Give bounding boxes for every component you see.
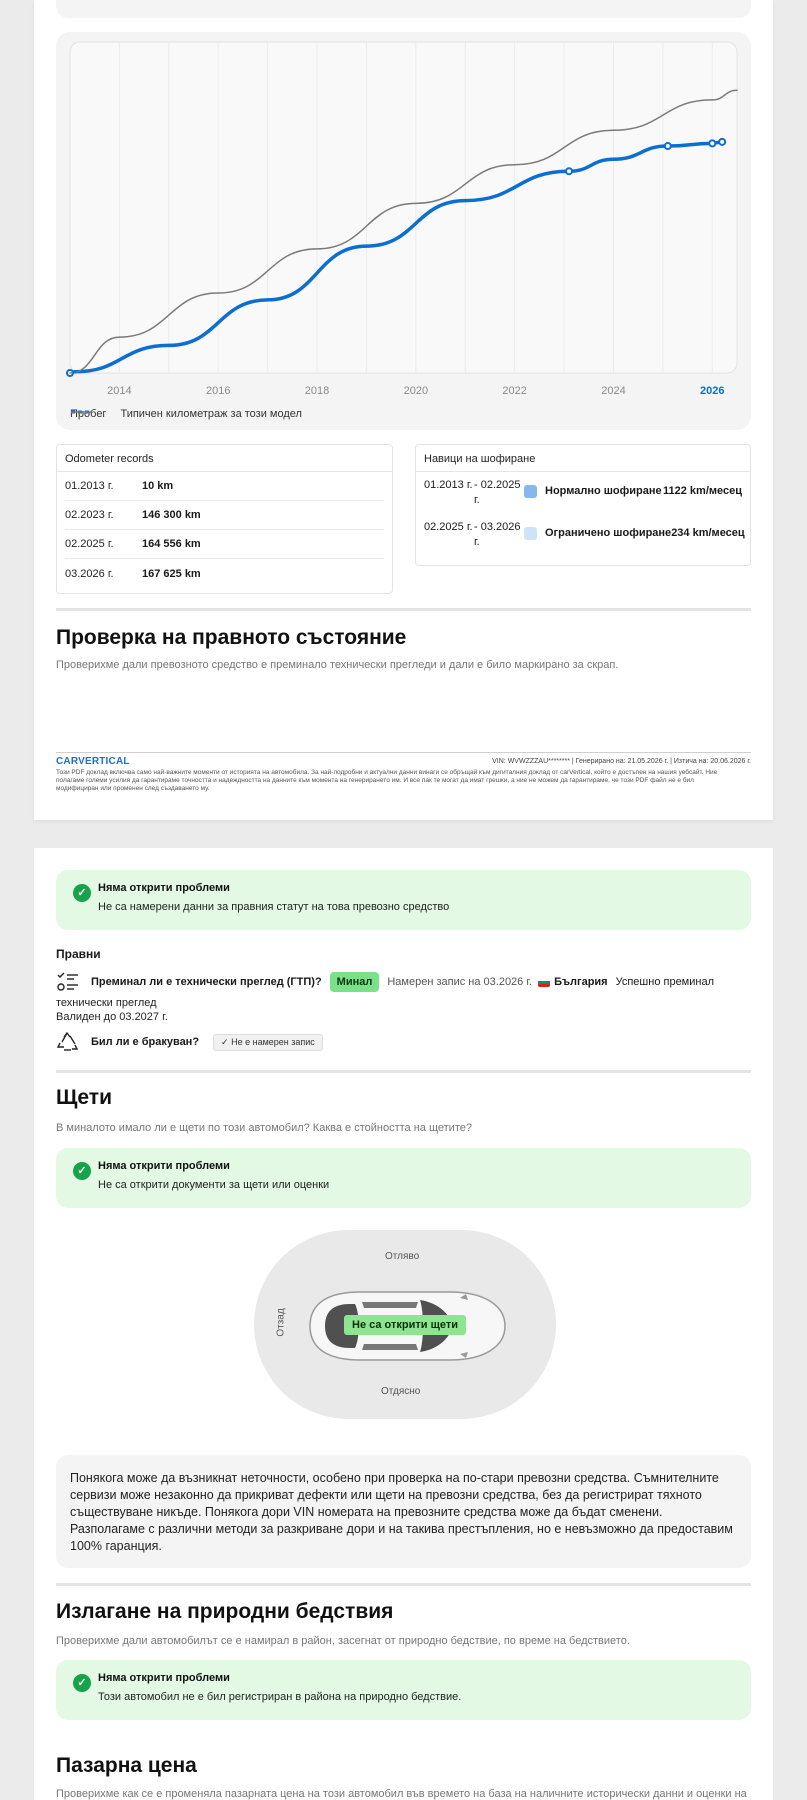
check-circle-icon: ✓: [73, 884, 91, 902]
inspection-row: [56, 970, 714, 994]
damage-heading: Щети: [56, 1086, 112, 1109]
odometer-date: 01.2013 г.: [65, 480, 114, 492]
habit-label: Нормално шофиране: [545, 485, 662, 497]
damage-note: [56, 1455, 751, 1568]
odometer-date: 02.2025 г.: [65, 538, 114, 550]
legal-status-subtitle: Проверихме дали превозното средство е преминало технически прегледи и дали е било маркирано за скрап.: [56, 659, 619, 671]
inspection-country: България: [554, 976, 608, 988]
mileage-chart: [56, 32, 751, 430]
scrap-question: Бил ли е бракуван?: [91, 1036, 200, 1048]
no-damage-badge: Не са открити щети: [344, 1315, 466, 1335]
footer-meta: VIN: WVWZZZAU******** | Генерирано на: 21.05.2026 г. | Изтича на: 20.06.2026 г.: [492, 758, 751, 765]
ok-title: Няма открити проблеми: [98, 1672, 230, 1684]
damage-note-text: Понякога може да възникнат неточности, особено при проверка на по-стари превозни средства. Съмнителните сервизи може незаконно да прикриват дефекти или щети на превозни средства, без да регистрират тяхното съществуване никъде. Понякога дори VIN номерата на превозните средства може да бъдат сменени. Разполагаме с различни методи за разкриване дори и на такива престъпления, но е невъзможно да предоставим 100% гаранция.: [70, 1471, 733, 1553]
ok-text: Не са открити документи за щети или оценки: [98, 1179, 330, 1191]
odometer-value: 10 km: [142, 480, 174, 492]
odometer-value: 167 625 km: [142, 567, 201, 580]
odometer-value: 146 300 km: [142, 509, 201, 521]
data-point: [665, 143, 671, 149]
direction-back-label: Отзад: [275, 1308, 287, 1337]
x-tick-label: 2026: [700, 385, 725, 397]
inspection-result: Успешно преминал: [615, 976, 715, 988]
footer-disclaimer: Този PDF доклад включва само най-важните моменти от историята на автомобила. За най-подробни и актуални данни винаги се обръщай към дигиталния доклад от carVertical, който е достъпен на нашия уебсайт. Ние полагаме големи усилия да гарантираме точността и надеждността на данните към момента на генерирането им. И все пак те могат да имат грешки, а ние не можем да гарантираме, че този PDF файл не е бил модифициран или променен след създаването му.: [56, 769, 718, 792]
checklist-icon: [56, 970, 80, 994]
damage-ok-banner: [56, 1148, 751, 1208]
recycle-icon: [56, 1030, 80, 1054]
odometer-row: [65, 530, 384, 559]
habit-label: Ограничено шофиране: [545, 527, 672, 539]
x-tick-label: 2014: [107, 385, 132, 397]
legend-swatch-typical: [70, 408, 92, 416]
market-price-heading: Пазарна цена: [56, 1754, 197, 1777]
report-page-2: [34, 848, 773, 1800]
odometer-row: [65, 501, 384, 530]
damage-subtitle: В миналото имало ли е щети по този автомобил? Каква е стойността на щетите?: [56, 1122, 472, 1134]
habit-to: - 03.2026 г.: [474, 521, 521, 548]
bulgaria-flag-icon: [538, 978, 550, 987]
data-point: [566, 168, 572, 174]
driving-habit-row: [416, 514, 750, 556]
disaster-ok-banner: [56, 1660, 751, 1720]
ok-title: Няма открити проблеми: [98, 882, 230, 894]
chart-legend: [70, 408, 316, 420]
carvertical-logo: CARVERTICAL: [56, 756, 130, 767]
x-tick-label: 2018: [304, 385, 330, 397]
x-tick-label: 2022: [502, 385, 527, 397]
legend-label-mileage: Пробег: [70, 408, 107, 420]
driving-habits-box: [415, 444, 751, 566]
habit-color-swatch: [524, 527, 537, 540]
habit-rate: 234 km/месец: [671, 527, 745, 539]
inspection-found-text: Намерен запис на 03.2026 г.: [387, 976, 533, 988]
check-circle-icon: ✓: [73, 1674, 91, 1692]
driving-habits-title: Навици на шофиране: [416, 445, 750, 472]
x-tick-label: 2020: [403, 385, 429, 397]
odometer-records-box: [56, 444, 393, 594]
inspection-question: Преминал ли е технически преглед (ГТП)?: [91, 976, 322, 988]
legend-item-typical: [120, 408, 301, 420]
plot-area: [70, 42, 737, 373]
market-price-subtitle: Проверихме как се е променяла пазарната цена на този автомобил във времето на база на наличните исторически данни и оценки на: [56, 1788, 747, 1800]
page-footer: [56, 752, 751, 793]
scrap-row: [56, 1030, 323, 1054]
odometer-date: 02.2023 г.: [65, 509, 114, 521]
direction-right-label: Отдясно: [381, 1386, 421, 1397]
data-point: [719, 139, 725, 145]
ok-text: Не са намерени данни за правния статут на това превозно средство: [98, 901, 450, 913]
inspection-result-cont: технически преглед: [56, 997, 157, 1009]
section-divider: [56, 608, 751, 611]
inspection-pass-badge: Минал: [330, 972, 380, 992]
odometer-row: [65, 472, 384, 501]
driving-habit-row: [416, 472, 750, 514]
check-circle-icon: ✓: [73, 1162, 91, 1180]
ok-title: Няма открити проблеми: [98, 1160, 230, 1172]
scrap-badge: ✓ Не е намерен запис: [213, 1034, 323, 1051]
habit-to: - 02.2025 г.: [474, 479, 521, 506]
ok-text: Този автомобил не е бил регистриран в района на природно бедствие.: [98, 1691, 462, 1703]
habit-from: 01.2013 г.: [424, 479, 473, 491]
previous-section-card: [56, 0, 751, 18]
section-divider: [56, 1070, 751, 1073]
disaster-heading: Излагане на природни бедствия: [56, 1600, 394, 1623]
data-point: [709, 140, 715, 146]
report-page-1: [34, 0, 773, 820]
x-tick-label: 2024: [601, 385, 626, 397]
section-divider: [56, 1583, 751, 1586]
odometer-title: Odometer records: [57, 445, 392, 472]
odometer-row: [65, 559, 384, 588]
odometer-date: 03.2026 г.: [65, 567, 114, 580]
habit-rate: 1122 km/месец: [663, 485, 742, 497]
habit-color-swatch: [524, 485, 537, 498]
odometer-value: 164 556 km: [142, 538, 201, 550]
direction-left-label: Отляво: [385, 1251, 420, 1262]
inspection-valid-until: Валиден до 03.2027 г.: [56, 1011, 168, 1023]
legal-ok-banner: [56, 870, 751, 930]
habit-from: 02.2025 г.: [424, 521, 473, 533]
mileage-chart-card: [56, 32, 751, 430]
legal-label: Правни: [56, 947, 101, 961]
legend-label-typical: Типичен километраж за този модел: [120, 408, 302, 420]
legal-status-heading: Проверка на правното състояние: [56, 626, 407, 649]
x-tick-label: 2016: [205, 385, 231, 397]
disaster-subtitle: Проверихме дали автомобилът се е намирал в район, засегнат от природно бедствие, по време на бедствието.: [56, 1635, 630, 1647]
